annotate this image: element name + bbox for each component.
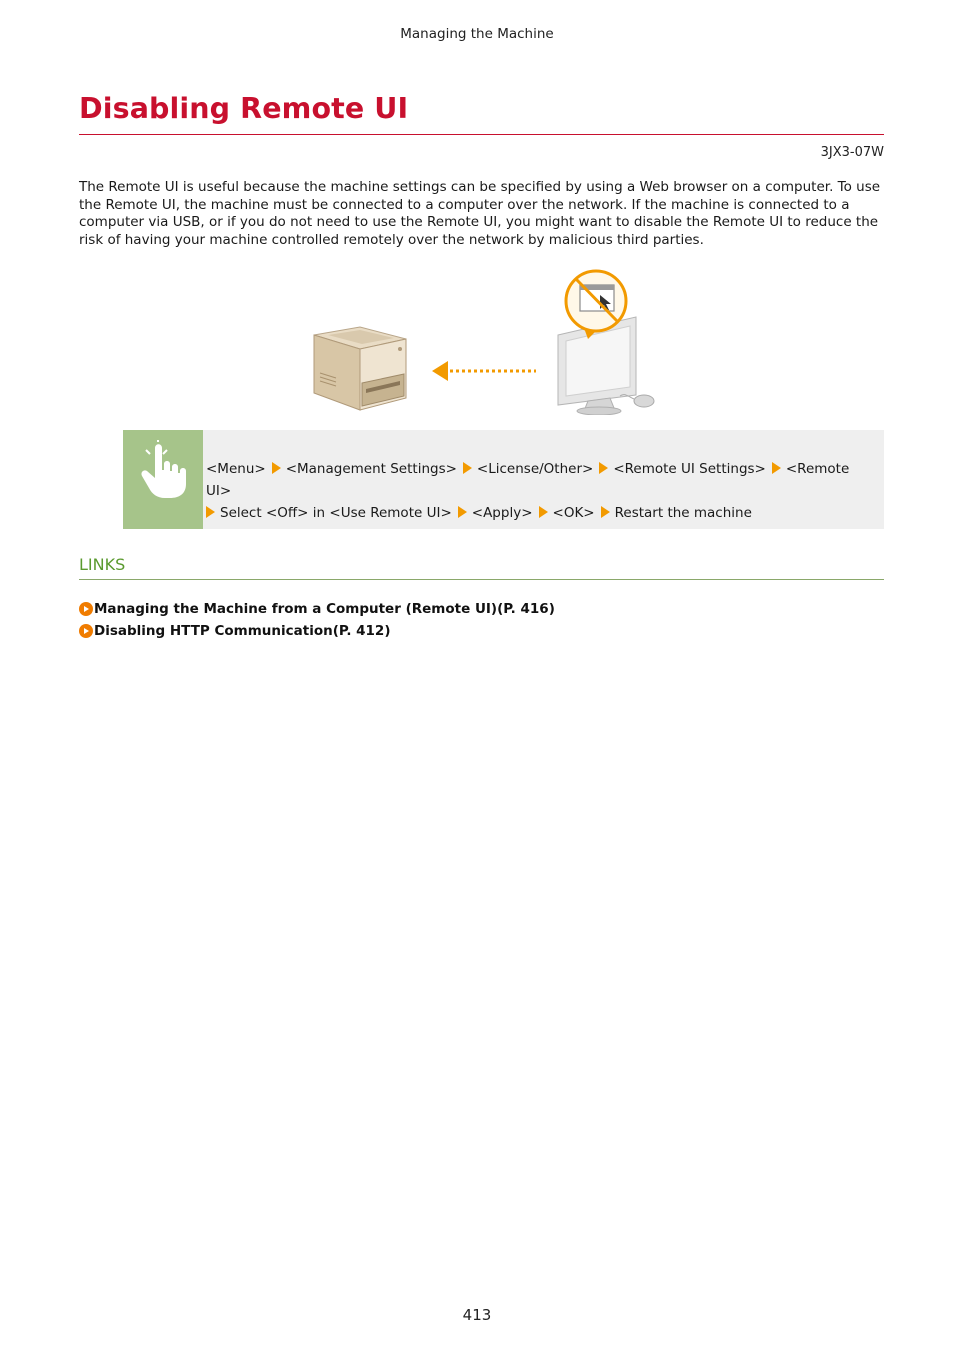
links-rule bbox=[79, 579, 884, 580]
running-header: Managing the Machine bbox=[400, 26, 554, 42]
step-remote-ui: <Remote UI> bbox=[206, 461, 850, 499]
hand-pointer-icon bbox=[135, 440, 191, 500]
operation-icon-cell bbox=[123, 430, 203, 529]
step-arrow-icon bbox=[463, 462, 472, 474]
step-arrow-icon bbox=[539, 506, 548, 518]
computer-monitor-icon bbox=[558, 317, 654, 415]
step-restart: Restart the machine bbox=[614, 505, 752, 521]
page-title: Disabling Remote UI bbox=[79, 92, 409, 125]
step-ok: <OK> bbox=[552, 505, 595, 521]
step-remote-ui-settings: <Remote UI Settings> bbox=[613, 461, 766, 477]
intro-paragraph: The Remote UI is useful because the machine settings can be specified by using a Web browser on a computer. To use the Remote UI, the machine must be connected to a computer over the network. If the machine is connected to a computer via USB, or if you do not need to use the Remote UI, you might want to disable the Remote UI to reduce the risk of having your machine controlled remotely over the network by malicious third parties. bbox=[79, 179, 881, 248]
links-heading: LINKS bbox=[79, 555, 126, 574]
operation-steps-box bbox=[123, 430, 884, 529]
printer-icon bbox=[314, 327, 406, 410]
operation-steps bbox=[206, 458, 876, 524]
links-list bbox=[79, 598, 555, 642]
doc-id: 3JX3-07W bbox=[820, 145, 884, 160]
step-arrow-icon bbox=[206, 506, 215, 518]
step-menu: <Menu> bbox=[206, 461, 266, 477]
title-rule bbox=[79, 134, 884, 135]
link-arrow-icon bbox=[79, 624, 93, 638]
link-arrow-icon bbox=[79, 602, 93, 616]
step-arrow-icon bbox=[458, 506, 467, 518]
link-label: Disabling HTTP Communication(P. 412) bbox=[94, 623, 391, 639]
link-remote-ui[interactable] bbox=[79, 598, 555, 620]
step-management-settings: <Management Settings> bbox=[285, 461, 457, 477]
step-arrow-icon bbox=[601, 506, 610, 518]
remote-ui-illustration bbox=[300, 265, 660, 415]
step-arrow-icon bbox=[772, 462, 781, 474]
step-select-off: Select <Off> in <Use Remote UI> bbox=[220, 505, 452, 521]
link-label: Managing the Machine from a Computer (Remote UI)(P. 416) bbox=[94, 601, 555, 617]
page-number: 413 bbox=[462, 1306, 492, 1324]
step-license-other: <License/Other> bbox=[476, 461, 594, 477]
dotted-arrow-icon bbox=[432, 361, 536, 381]
step-arrow-icon bbox=[272, 462, 281, 474]
link-disabling-http[interactable] bbox=[79, 620, 555, 642]
step-arrow-icon bbox=[599, 462, 608, 474]
step-apply: <Apply> bbox=[471, 505, 533, 521]
